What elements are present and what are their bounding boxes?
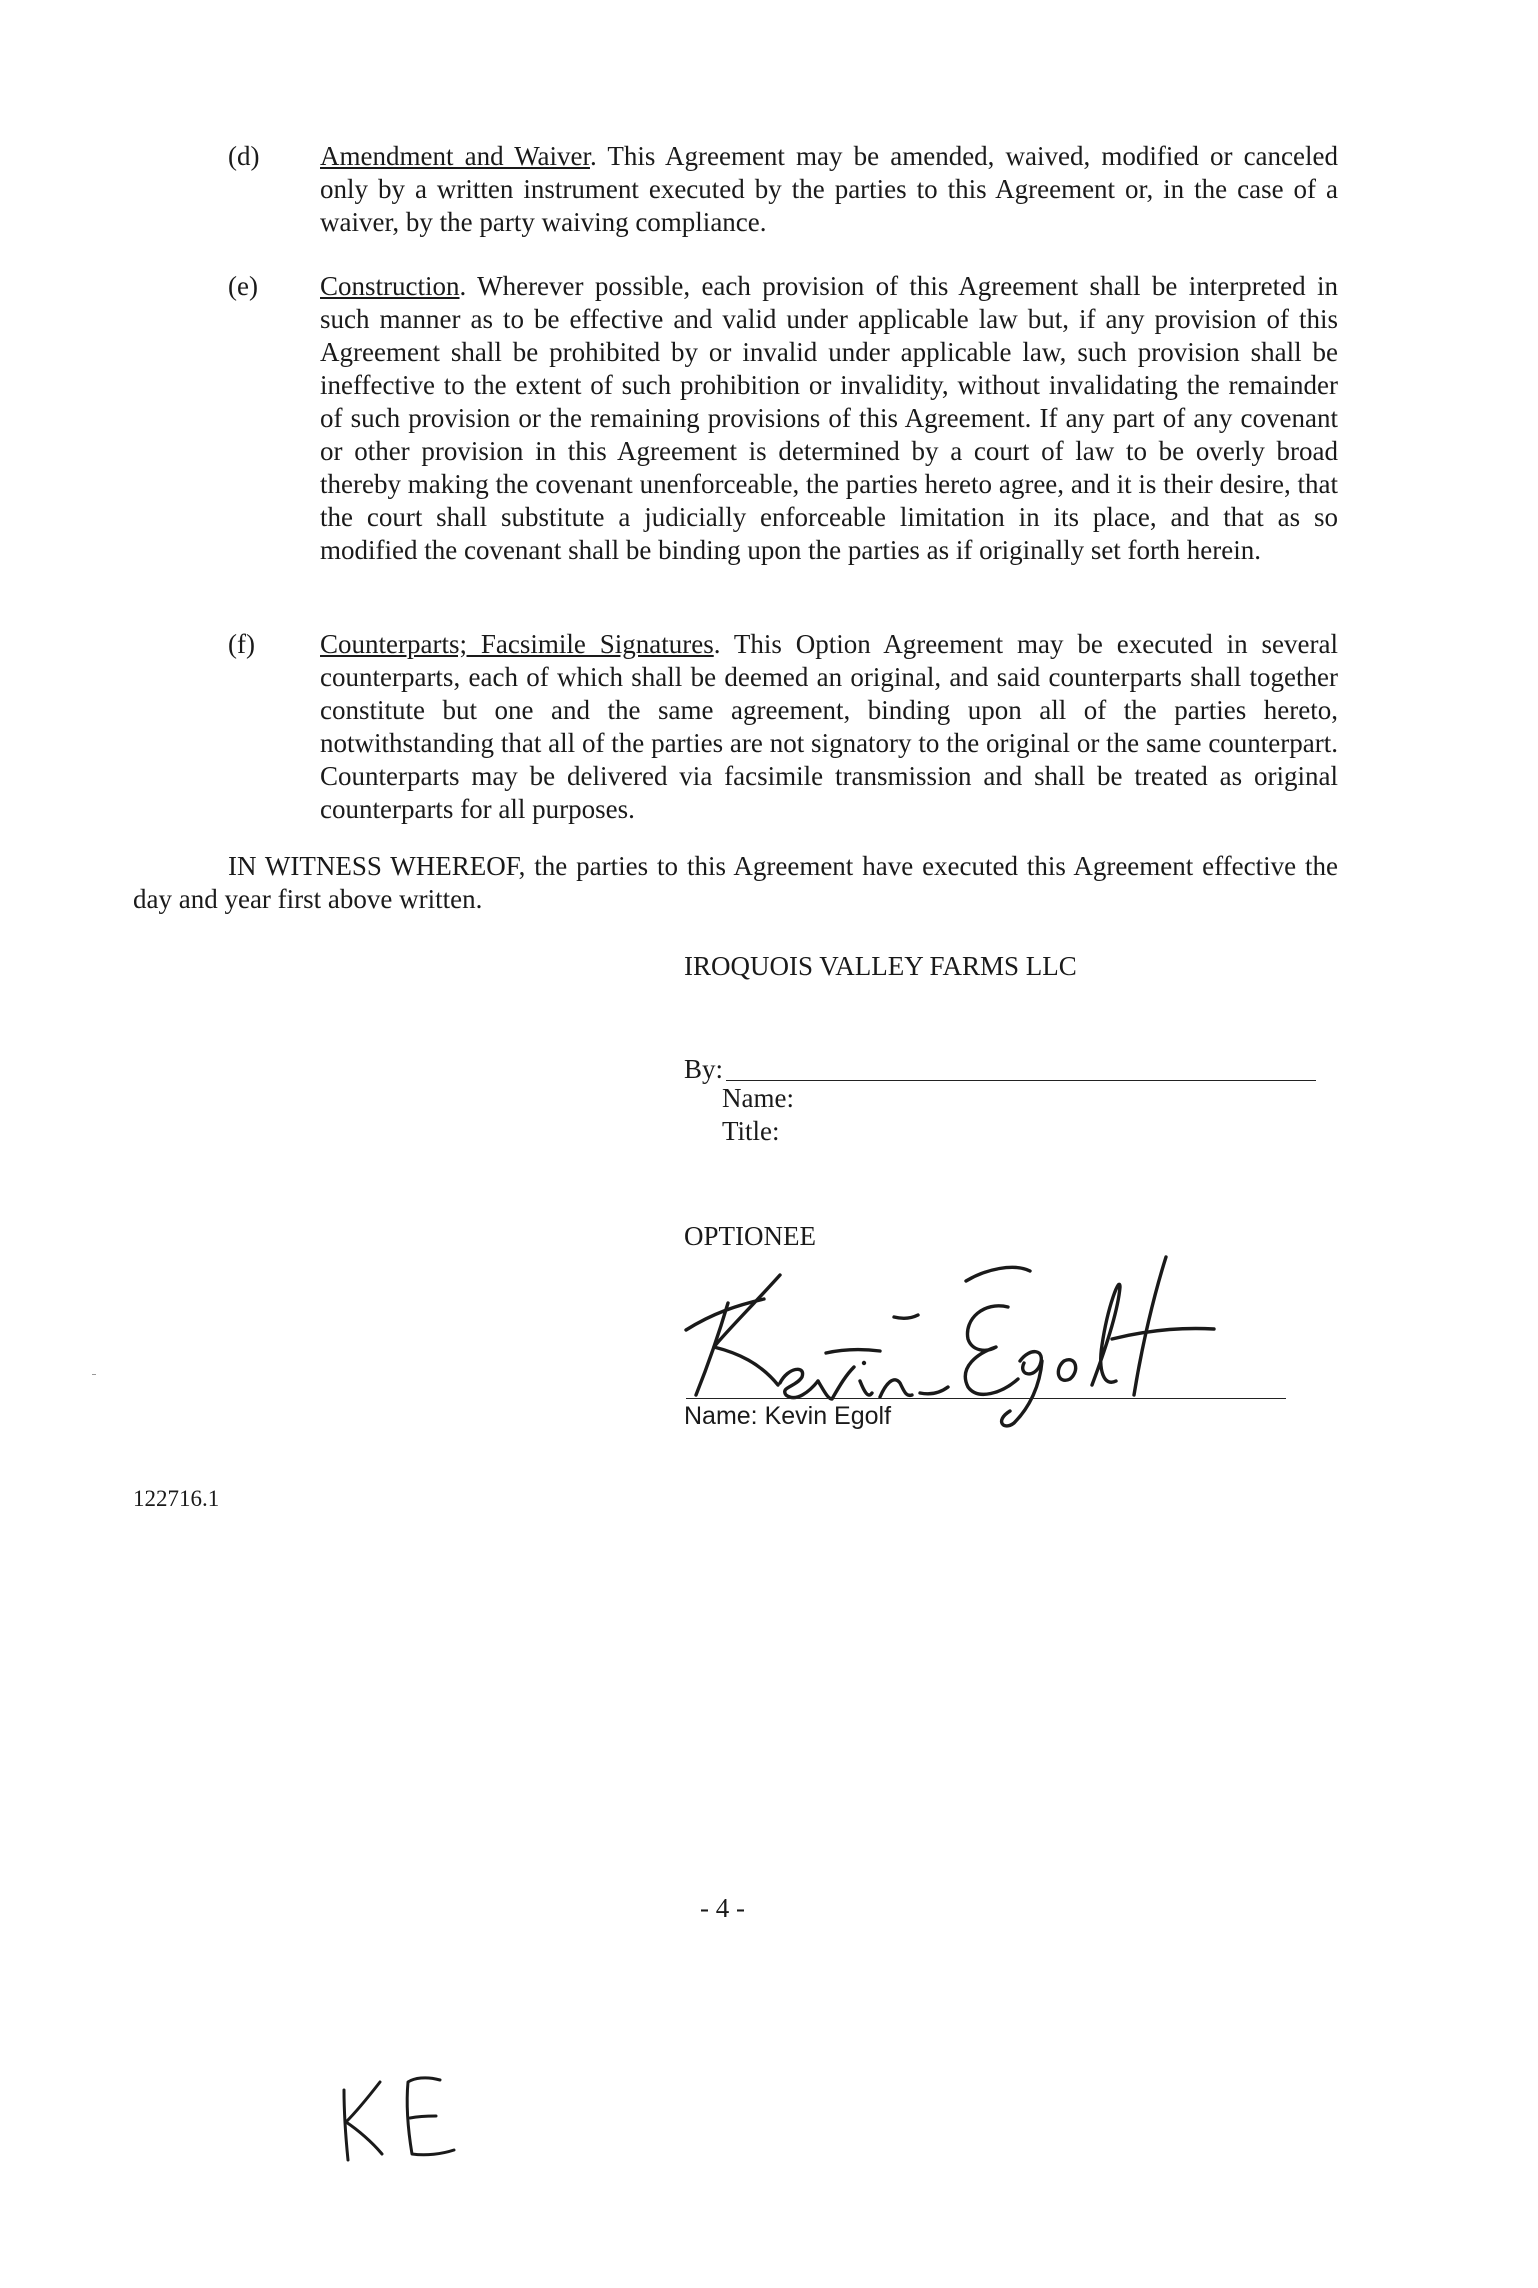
- section-text: [320, 140, 1338, 239]
- page-number: - 4 -: [700, 1893, 745, 1923]
- company-signature-line: [726, 1080, 1316, 1081]
- section-text: [320, 270, 1338, 567]
- section-heading: Amendment and Waiver: [320, 141, 590, 171]
- title-label: Title:: [722, 1116, 780, 1146]
- handwritten-initials: [330, 2060, 470, 2170]
- section-heading: Counterparts; Facsimile Signatures: [320, 629, 714, 659]
- by-label: By:: [684, 1054, 724, 1084]
- section-label: (e): [228, 271, 258, 301]
- optionee-label: OPTIONEE: [684, 1221, 816, 1251]
- witness-clause: IN WITNESS WHEREOF, the parties to this Agreement have executed this Agreement effective the day and year first above written.: [133, 851, 1338, 914]
- section-body: . Wherever possible, each provision of this Agreement shall be interpreted in such manner as to be effective and valid under applicable law but, if any provision of this Agreement shall be prohibited by or invalid under applicable law, such provision shall be ineffective to the extent of such prohibition or invalidity, without invalidating the remainder of such provision or the remaining provisions of this Agreement. If any part of any covenant or other provision in this Agreement is determined by a court of law to be overly broad thereby making the covenant unenforceable, the parties hereto agree, and it is their desire, that the court shall substitute a judicially enforceable limitation in its place, and that as so modified the covenant shall be binding upon the parties as if originally set forth herein.: [320, 271, 1338, 565]
- section-body: . This Option Agreement may be executed in several counterparts, each of which shall be deemed an original, and said counterparts shall together constitute but one and the same agreement, binding upon all of the parties hereto, notwithstanding that all of the parties are not signatory to the original or the same counterpart. Counterparts may be delivered via facsimile transmission and shall be treated as original counterparts for all purposes.: [320, 629, 1338, 824]
- margin-mark: [92, 1374, 96, 1375]
- section-body: . This Agreement may be amended, waived, modified or canceled only by a written instrument executed by the parties to this Agreement or, in the case of a waiver, by the party waiving compliance.: [320, 141, 1338, 237]
- company-name: IROQUOIS VALLEY FARMS LLC: [684, 951, 1077, 981]
- name-label: Name:: [722, 1083, 794, 1113]
- section-heading: Construction: [320, 271, 460, 301]
- section-text: [320, 628, 1338, 826]
- optionee-printed-name: Name: Kevin Egolf: [684, 1402, 892, 1430]
- document-number: 122716.1: [133, 1486, 220, 1511]
- section-label: (f): [228, 629, 255, 659]
- optionee-signature-line: [686, 1398, 1286, 1399]
- section-label: (d): [228, 141, 260, 171]
